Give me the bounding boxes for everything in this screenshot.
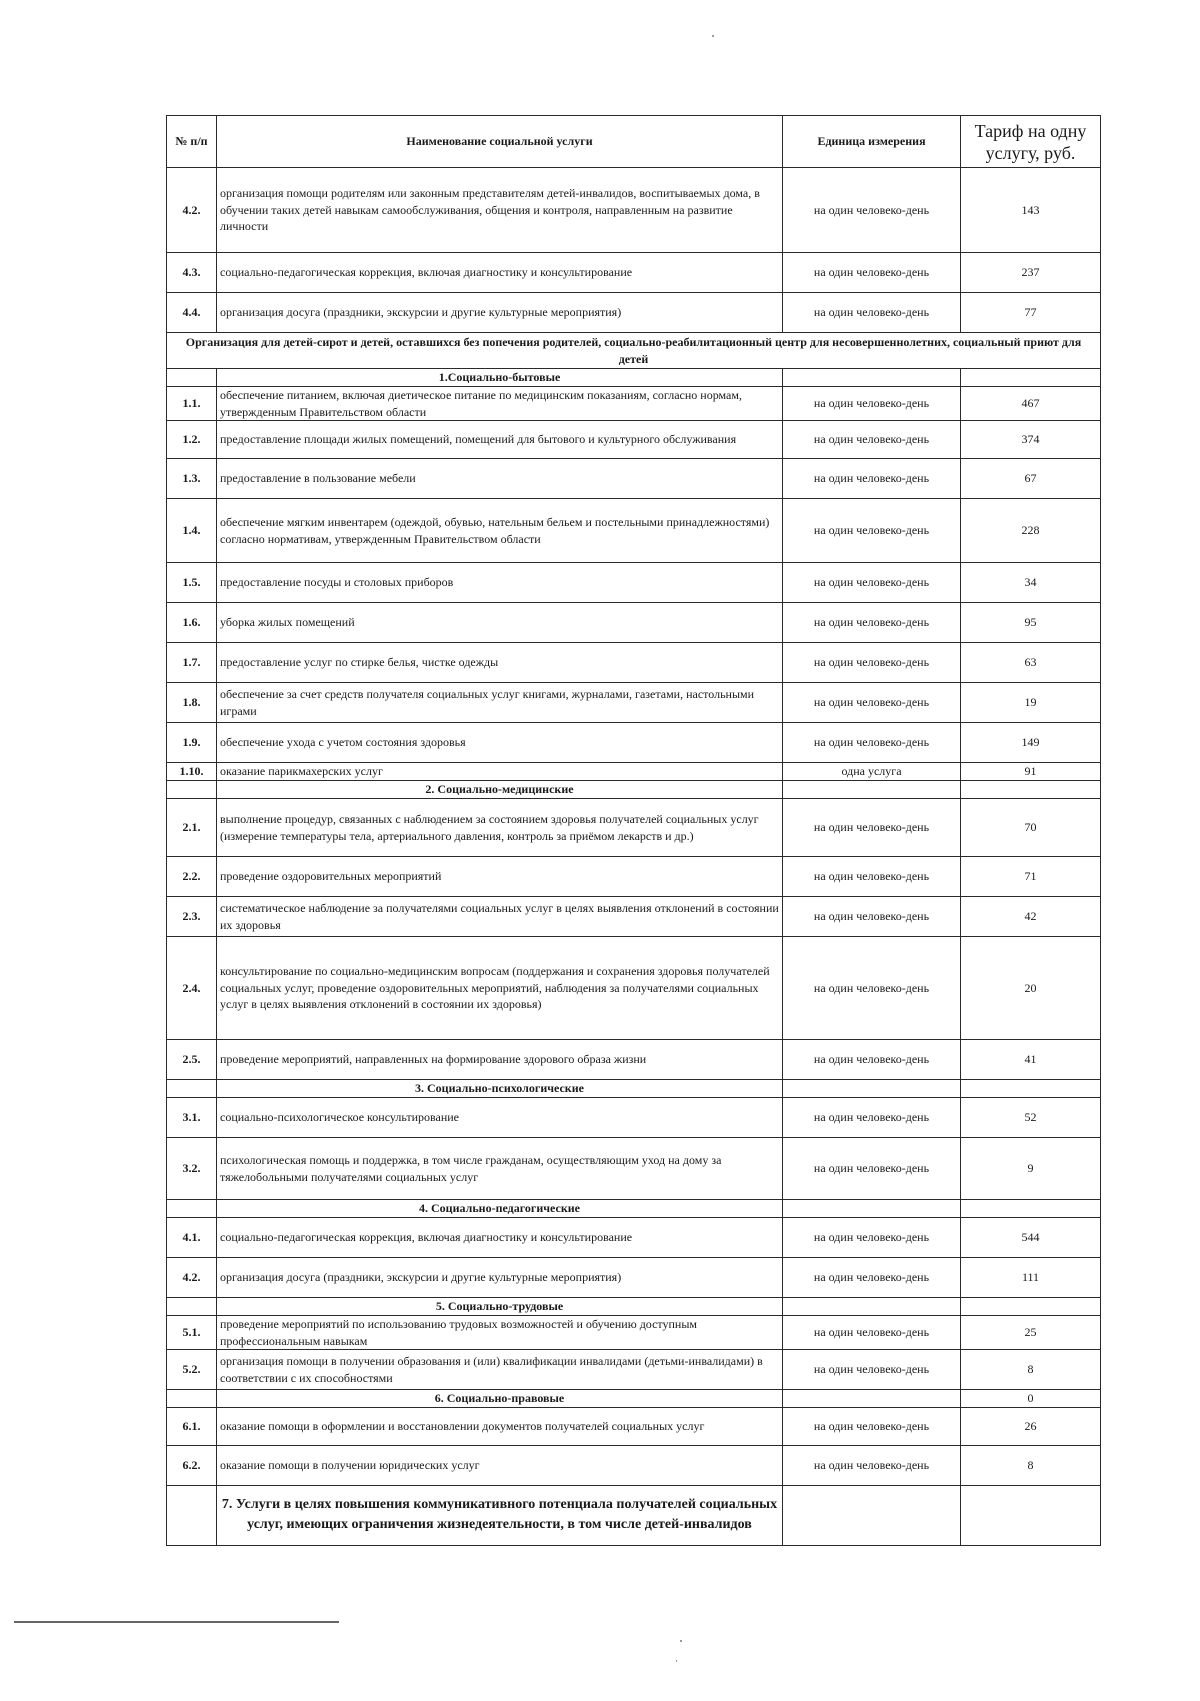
section-title: 4. Социально-педагогические [217,1200,783,1218]
section-tariff [961,1200,1101,1218]
section-title: 3. Социально-психологические [217,1080,783,1098]
tariff-value: 77 [961,293,1101,333]
section-unit-cell [783,1390,961,1408]
row-number: 2.5. [167,1040,217,1080]
row-number: 1.9. [167,723,217,763]
section-number-cell [167,1485,217,1545]
unit-of-measure: на один человеко-день [783,1445,961,1485]
unit-of-measure: на один человеко-день [783,683,961,723]
unit-of-measure: на один человеко-день [783,1218,961,1258]
unit-of-measure: на один человеко-день [783,1316,961,1350]
table-row [167,643,1101,683]
table-header-row [167,116,1101,168]
row-number: 3.1. [167,1098,217,1138]
section-number-cell [167,781,217,799]
section-unit-cell [783,781,961,799]
section-title: 5. Социально-трудовые [217,1298,783,1316]
tariff-value: 41 [961,1040,1101,1080]
service-name: обеспечение за счет средств получателя социальных услуг книгами, журналами, газетами, настольными играми [217,683,783,723]
service-name: социально-психологическое консультирование [217,1098,783,1138]
table-row [167,857,1101,897]
table-row [167,1316,1101,1350]
tariff-table [166,115,1101,1546]
table-row [167,1407,1101,1445]
tariff-value: 25 [961,1316,1101,1350]
table-row [167,293,1101,333]
row-number: 4.1. [167,1218,217,1258]
tariff-value: 20 [961,937,1101,1040]
section-unit-cell [783,1298,961,1316]
row-number: 1.2. [167,421,217,459]
table-row [167,1098,1101,1138]
service-name: выполнение процедур, связанных с наблюдением за состоянием здоровья получателей социальных услуг (измерение температуры тела, артериального давления, контроль за приёмом лекарств и др.) [217,799,783,857]
service-name: организация досуга (праздники, экскурсии и другие культурные мероприятия) [217,1258,783,1298]
service-name: систематическое наблюдение за получателями социальных услуг в целях выявления отклонений в состоянии их здоровья [217,897,783,937]
row-number: 2.3. [167,897,217,937]
row-number: 4.2. [167,168,217,253]
service-name: организация помощи в получении образования и (или) квалификации инвалидами (детьми-инвалидами) в соответствии с их способностями [217,1350,783,1390]
service-name: обеспечение ухода с учетом состояния здоровья [217,723,783,763]
unit-of-measure: на один человеко-день [783,603,961,643]
service-name: уборка жилых помещений [217,603,783,643]
table-row [167,1445,1101,1485]
table-row [167,459,1101,499]
section-number-cell [167,1080,217,1098]
section-title: 1.Социально-бытовые [217,369,783,387]
service-name: психологическая помощь и поддержка, в том числе гражданам, осуществляющим уход на дому за тяжелобольными получателями социальных услуг [217,1138,783,1200]
header-name: Наименование социальной услуги [217,116,783,168]
row-number: 6.2. [167,1445,217,1485]
row-number: 4.2. [167,1258,217,1298]
unit-of-measure: на один человеко-день [783,857,961,897]
row-number: 1.7. [167,643,217,683]
service-name: предоставление услуг по стирке белья, чистке одежды [217,643,783,683]
unit-of-measure: на один человеко-день [783,723,961,763]
row-number: 1.8. [167,683,217,723]
row-number: 5.2. [167,1350,217,1390]
tariff-value: 52 [961,1098,1101,1138]
unit-of-measure: на один человеко-день [783,799,961,857]
section-unit-cell [783,1080,961,1098]
unit-of-measure: на один человеко-день [783,643,961,683]
table-row [167,1040,1101,1080]
tariff-value: 91 [961,763,1101,781]
row-number: 1.5. [167,563,217,603]
header-unit: Единица измерения [783,116,961,168]
unit-of-measure: на один человеко-день [783,293,961,333]
service-name: организация помощи родителям или законным представителям детей-инвалидов, воспитываемых дома, в обучении таких детей навыкам самообслуживания, общения и контроля, направленным на развитие личности [217,168,783,253]
service-name: проведение мероприятий, направленных на формирование здорового образа жизни [217,1040,783,1080]
section-tariff [961,781,1101,799]
tariff-value: 544 [961,1218,1101,1258]
unit-of-measure: на один человеко-день [783,499,961,563]
tariff-table-body [167,116,1101,1546]
tariff-value: 19 [961,683,1101,723]
table-row [167,1350,1101,1390]
tariff-value: 111 [961,1258,1101,1298]
service-name: социально-педагогическая коррекция, включая диагностику и консультирование [217,1218,783,1258]
section-tariff [961,1080,1101,1098]
tariff-value: 374 [961,421,1101,459]
service-name: проведение оздоровительных мероприятий [217,857,783,897]
section-number-cell [167,369,217,387]
unit-of-measure: на один человеко-день [783,1098,961,1138]
table-row [167,1218,1101,1258]
service-name: обеспечение мягким инвентарем (одеждой, обувью, нательным бельем и постельными принадлежностями) согласно нормативам, утвержденным Правительством области [217,499,783,563]
service-name: предоставление в пользование мебели [217,459,783,499]
section-title-row [167,1298,1101,1316]
row-number: 1.4. [167,499,217,563]
row-number: 1.3. [167,459,217,499]
table-row [167,799,1101,857]
unit-of-measure: на один человеко-день [783,1350,961,1390]
section-number-cell [167,1390,217,1408]
section-title: 2. Социально-медицинские [217,781,783,799]
service-name: консультирование по социально-медицинским вопросам (поддержания и сохранения здоровья получателей социальных услуг, проведение оздоровительных мероприятий, наблюдения за получателями социальных услуг в целях выявления отклонений в состоянии их здоровья) [217,937,783,1040]
table-row [167,763,1101,781]
unit-of-measure: на один человеко-день [783,459,961,499]
tariff-value: 237 [961,253,1101,293]
table-row [167,387,1101,421]
tariff-value: 42 [961,897,1101,937]
unit-of-measure: на один человеко-день [783,168,961,253]
service-name: предоставление площади жилых помещений, помещений для бытового и культурного обслуживания [217,421,783,459]
section-title-row [167,1485,1101,1545]
unit-of-measure: на один человеко-день [783,1040,961,1080]
tariff-value: 149 [961,723,1101,763]
section-title-row [167,1390,1101,1408]
table-row [167,168,1101,253]
header-tariff: Тариф на одну услугу, руб. [961,116,1101,168]
tariff-value: 71 [961,857,1101,897]
tariff-value: 67 [961,459,1101,499]
unit-of-measure: на один человеко-день [783,421,961,459]
scan-speck [680,1640,682,1642]
unit-of-measure: на один человеко-день [783,563,961,603]
table-row [167,563,1101,603]
organization-title: Организация для детей-сирот и детей, оставшихся без попечения родителей, социально-реабилитационный центр для несовершеннолетних, социальный приют для детей [167,333,1101,369]
table-row [167,683,1101,723]
section-title: 7. Услуги в целях повышения коммуникативного потенциала получателей социальных услуг, имеющих ограничения жизнедеятельности, в том числе детей-инвалидов [217,1485,783,1545]
section-title-row [167,369,1101,387]
row-number: 2.1. [167,799,217,857]
tariff-value: 63 [961,643,1101,683]
row-number: 1.10. [167,763,217,781]
page-bottom-rule [14,1621,339,1623]
tariff-value: 467 [961,387,1101,421]
row-number: 5.1. [167,1316,217,1350]
service-name: социально-педагогическая коррекция, включая диагностику и консультирование [217,253,783,293]
service-name: обеспечение питанием, включая диетическое питание по медицинским показаниям, согласно нормам, утвержденным Правительством области [217,387,783,421]
tariff-value: 228 [961,499,1101,563]
table-row [167,499,1101,563]
table-row [167,937,1101,1040]
row-number: 4.3. [167,253,217,293]
header-num: № п/п [167,116,217,168]
row-number: 3.2. [167,1138,217,1200]
section-title-row [167,781,1101,799]
service-name: предоставление посуды и столовых приборов [217,563,783,603]
tariff-value: 143 [961,168,1101,253]
section-tariff [961,369,1101,387]
table-row [167,897,1101,937]
row-number: 2.2. [167,857,217,897]
tariff-value: 26 [961,1407,1101,1445]
section-number-cell [167,1298,217,1316]
unit-of-measure: на один человеко-день [783,897,961,937]
organization-title-row [167,333,1101,369]
section-number-cell [167,1200,217,1218]
service-name: организация досуга (праздники, экскурсии и другие культурные мероприятия) [217,293,783,333]
section-unit-cell [783,369,961,387]
unit-of-measure: на один человеко-день [783,1138,961,1200]
section-title-row [167,1200,1101,1218]
row-number: 1.6. [167,603,217,643]
unit-of-measure: на один человеко-день [783,1258,961,1298]
service-name: оказание помощи в получении юридических услуг [217,1445,783,1485]
table-row [167,421,1101,459]
service-name: оказание парикмахерских услуг [217,763,783,781]
section-tariff [961,1298,1101,1316]
unit-of-measure: на один человеко-день [783,1407,961,1445]
section-unit-cell [783,1485,961,1545]
unit-of-measure: одна услуга [783,763,961,781]
row-number: 4.4. [167,293,217,333]
tariff-value: 34 [961,563,1101,603]
table-row [167,603,1101,643]
tariff-value: 8 [961,1350,1101,1390]
tariff-value: 95 [961,603,1101,643]
tariff-value: 8 [961,1445,1101,1485]
section-title: 6. Социально-правовые [217,1390,783,1408]
section-unit-cell [783,1200,961,1218]
row-number: 6.1. [167,1407,217,1445]
unit-of-measure: на один человеко-день [783,387,961,421]
table-row [167,1138,1101,1200]
table-row [167,1258,1101,1298]
table-row [167,253,1101,293]
unit-of-measure: на один человеко-день [783,253,961,293]
row-number: 1.1. [167,387,217,421]
table-row [167,723,1101,763]
row-number: 2.4. [167,937,217,1040]
service-name: проведение мероприятий по использованию трудовых возможностей и обучению доступным профессиональным навыкам [217,1316,783,1350]
scan-speck [676,1660,677,1662]
scan-speck [712,35,714,37]
service-name: оказание помощи в оформлении и восстановлении документов получателей социальных услуг [217,1407,783,1445]
unit-of-measure: на один человеко-день [783,937,961,1040]
tariff-value: 70 [961,799,1101,857]
tariff-value: 9 [961,1138,1101,1200]
section-title-row [167,1080,1101,1098]
section-tariff: 0 [961,1390,1101,1408]
section-tariff [961,1485,1101,1545]
